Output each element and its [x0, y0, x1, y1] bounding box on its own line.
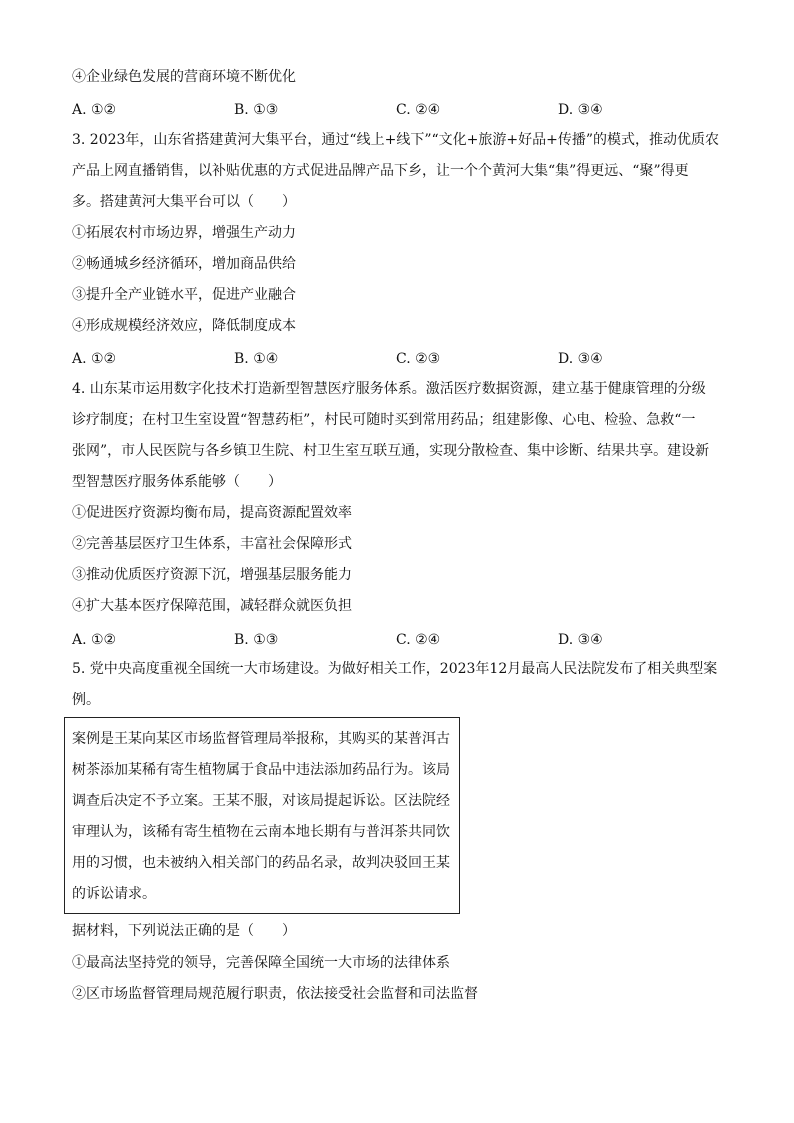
q3-stem-line-3: 多。搭建黄河大集平台可以（ ） — [72, 194, 296, 210]
q4-item-2: ②完善基层医疗卫生体系，丰富社会保障形式 — [72, 536, 352, 552]
q5-stem-line-2: 例。 — [72, 692, 100, 708]
q5-stem-line-1: 5. 党中央高度重视全国统一大市场建设。为做好相关工作，2023年12月最高人民法院发布了相关典型案 — [72, 661, 718, 677]
case-line-5: 用的习惯，也未被纳入相关部门的药品名录，故判决驳回王某 — [72, 855, 450, 871]
q2-option-d: D. ③④ — [558, 102, 603, 118]
q2-option-c: C. ②④ — [396, 102, 441, 118]
case-line-4: 审理认为，该稀有寄生植物在云南本地长期有与普洱茶共同饮 — [72, 824, 450, 840]
q3-options — [72, 349, 672, 369]
q4-options — [72, 630, 672, 650]
q4-stem-line-3: 张网”，市人民医院与各乡镇卫生院、村卫生室互联互通，实现分散检查、集中诊断、结果共享。建设新 — [72, 443, 710, 459]
q4-option-c: C. ②④ — [396, 632, 441, 648]
case-line-6: 的诉讼请求。 — [72, 886, 156, 902]
q3-item-3: ③提升全产业链水平，促进产业融合 — [72, 287, 296, 303]
q5-item-1: ①最高法坚持党的领导，完善保障全国统一大市场的法律体系 — [72, 955, 450, 971]
q4-item-3: ③推动优质医疗资源下沉，增强基层服务能力 — [72, 567, 352, 583]
q3-option-d: D. ③④ — [558, 351, 603, 367]
q3-stem-line-2: 产品上网直播销售，以补贴优惠的方式促进品牌产品下乡，让一个个黄河大集“集”得更远、“聚”得更 — [72, 163, 689, 179]
q2-options — [72, 100, 672, 120]
q5-question: 据材料，下列说法正确的是（ ） — [72, 923, 296, 939]
case-line-2: 树茶添加某稀有寄生植物属于食品中违法添加药品行为。该局 — [72, 762, 450, 778]
q4-option-b: B. ①③ — [234, 632, 279, 648]
q3-item-1: ①拓展农村市场边界，增强生产动力 — [72, 225, 296, 241]
q4-stem-line-2: 诊疗制度；在村卫生室设置“智慧药柜”，村民可随时买到常用药品；组建影像、心电、检验、急救“一 — [72, 412, 696, 428]
q4-option-a: A. ①② — [72, 632, 117, 648]
q4-option-d: D. ③④ — [558, 632, 603, 648]
q3-stem-line-1: 3. 2023年，山东省搭建黄河大集平台，通过“线上+线下”“文化+旅游+好品+传播”的模式，推动优质农 — [72, 132, 719, 148]
q3-item-2: ②畅通城乡经济循环，增加商品供给 — [72, 256, 296, 272]
q4-stem-line-1: 4. 山东某市运用数字化技术打造新型智慧医疗服务体系。激活医疗数据资源，建立基于健康管理的分级 — [72, 381, 706, 397]
case-line-1: 案例是王某向某区市场监督管理局举报称，其购买的某普洱古 — [72, 731, 450, 747]
q3-item-4: ④形成规模经济效应，降低制度成本 — [72, 318, 296, 334]
q3-option-c: C. ②③ — [396, 351, 441, 367]
q5-item-2: ②区市场监督管理局规范履行职责，依法接受社会监督和司法监督 — [72, 986, 478, 1002]
q4-item-4: ④扩大基本医疗保障范围，减轻群众就医负担 — [72, 598, 352, 614]
case-material-box — [64, 717, 460, 914]
q4-item-1: ①促进医疗资源均衡布局，提高资源配置效率 — [72, 505, 352, 521]
q3-option-b: B. ①④ — [234, 351, 279, 367]
q2-option-b: B. ①③ — [234, 102, 279, 118]
q3-option-a: A. ①② — [72, 351, 117, 367]
q4-stem-line-4: 型智慧医疗服务体系能够（ ） — [72, 474, 282, 490]
q2-option-a: A. ①② — [72, 102, 117, 118]
q2-item-4: ④企业绿色发展的营商环境不断优化 — [72, 69, 296, 85]
case-line-3: 调查后决定不予立案。王某不服，对该局提起诉讼。区法院经 — [72, 793, 450, 809]
